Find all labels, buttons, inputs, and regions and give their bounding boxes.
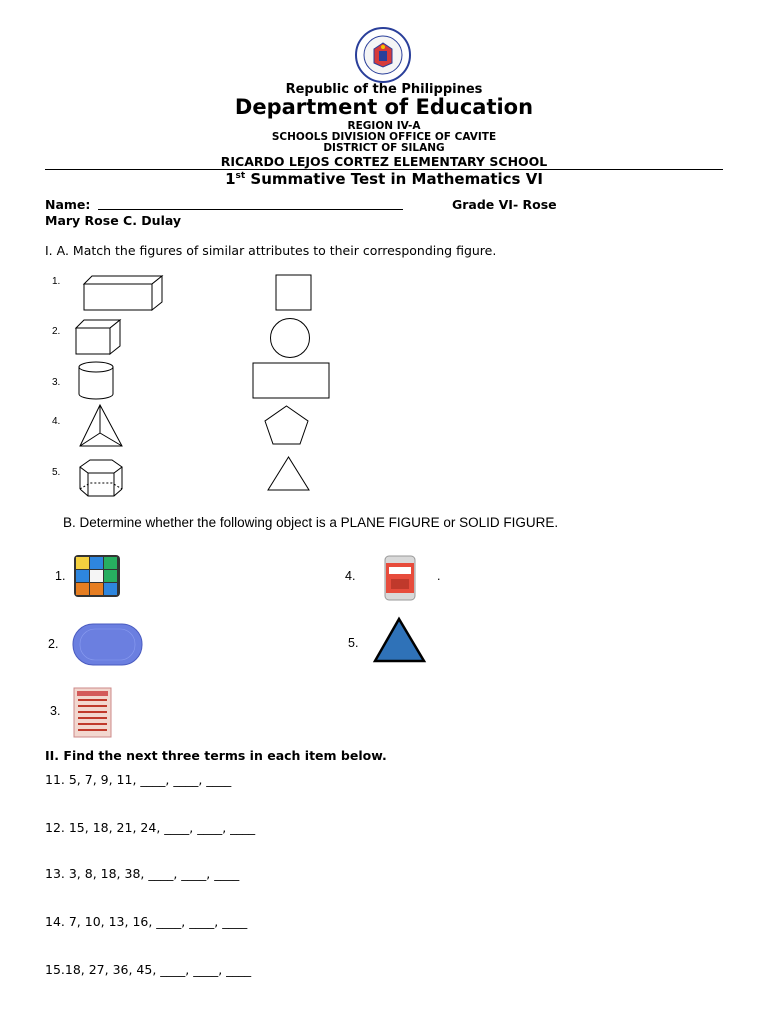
department-heading: Department of Education xyxy=(234,95,534,119)
sequence-item-14: 14. 7, 10, 13, 16, ____, ____, ____ xyxy=(45,914,248,929)
tin-can-icon xyxy=(383,553,417,603)
b-number-5: 5. xyxy=(348,636,359,650)
blue-oval-mat-icon xyxy=(72,623,144,667)
part-ia-instruction: I. A. Match the figures of similar attributes to their corresponding figure. xyxy=(45,243,497,258)
b-number-1: 1. xyxy=(55,569,66,583)
ia-number-5: 5. xyxy=(52,467,61,478)
sequence-item-13: 13. 3, 8, 18, 38, ____, ____, ____ xyxy=(45,866,240,881)
grade-section: Grade VI- Rose xyxy=(452,197,557,212)
deped-seal-icon xyxy=(352,27,414,83)
name-blank[interactable] xyxy=(98,209,403,210)
triangular-pyramid-icon xyxy=(76,403,126,449)
part-b-instruction: B. Determine whether the following object is a PLANE FIGURE or SOLID FIGURE. xyxy=(63,515,559,530)
test-title: 1st Summative Test in Mathematics VI xyxy=(225,170,543,188)
rectangular-prism-icon xyxy=(80,274,170,314)
student-name: Mary Rose C. Dulay xyxy=(45,213,182,228)
rectangle-icon xyxy=(252,362,332,400)
sequence-item-12: 12. 15, 18, 21, 24, ____, ____, ____ xyxy=(45,820,256,835)
rubiks-cube-icon xyxy=(72,553,122,599)
part-ii-heading: II. Find the next three terms in each item below. xyxy=(45,748,387,763)
b-number-3: 3. xyxy=(50,704,61,718)
sequence-item-11: 11. 5, 7, 9, 11, ____, ____, ____ xyxy=(45,772,232,787)
b-number-2: 2. xyxy=(48,637,59,651)
bingo-card-icon xyxy=(74,688,112,738)
ia-number-3: 3. xyxy=(52,377,61,388)
region-line: REGION IV-A xyxy=(347,120,421,132)
b-number-4: 4. xyxy=(345,569,356,583)
school-name: RICARDO LEJOS CORTEZ ELEMENTARY SCHOOL xyxy=(220,154,548,169)
district-line: DISTRICT OF SILANG xyxy=(323,142,445,154)
triangle-icon xyxy=(266,455,312,493)
b-item-4-period: . xyxy=(437,569,441,583)
division-line: SCHOOLS DIVISION OFFICE OF CAVITE xyxy=(271,131,497,143)
ia-number-2: 2. xyxy=(52,326,61,337)
pentagonal-prism-icon xyxy=(76,457,128,499)
ia-number-4: 4. xyxy=(52,416,61,427)
circle-icon xyxy=(268,317,312,359)
square-icon xyxy=(275,274,313,312)
cylinder-icon xyxy=(76,360,116,402)
name-label: Name: xyxy=(45,197,91,212)
sequence-item-15: 15.18, 27, 36, 45, ____, ____, ____ xyxy=(45,962,252,977)
cube-icon xyxy=(72,318,128,358)
ia-number-1: 1. xyxy=(52,276,61,287)
blue-triangle-icon xyxy=(372,616,428,664)
pentagon-icon xyxy=(262,404,312,446)
republic-heading: Republic of the Philippines xyxy=(285,82,483,97)
